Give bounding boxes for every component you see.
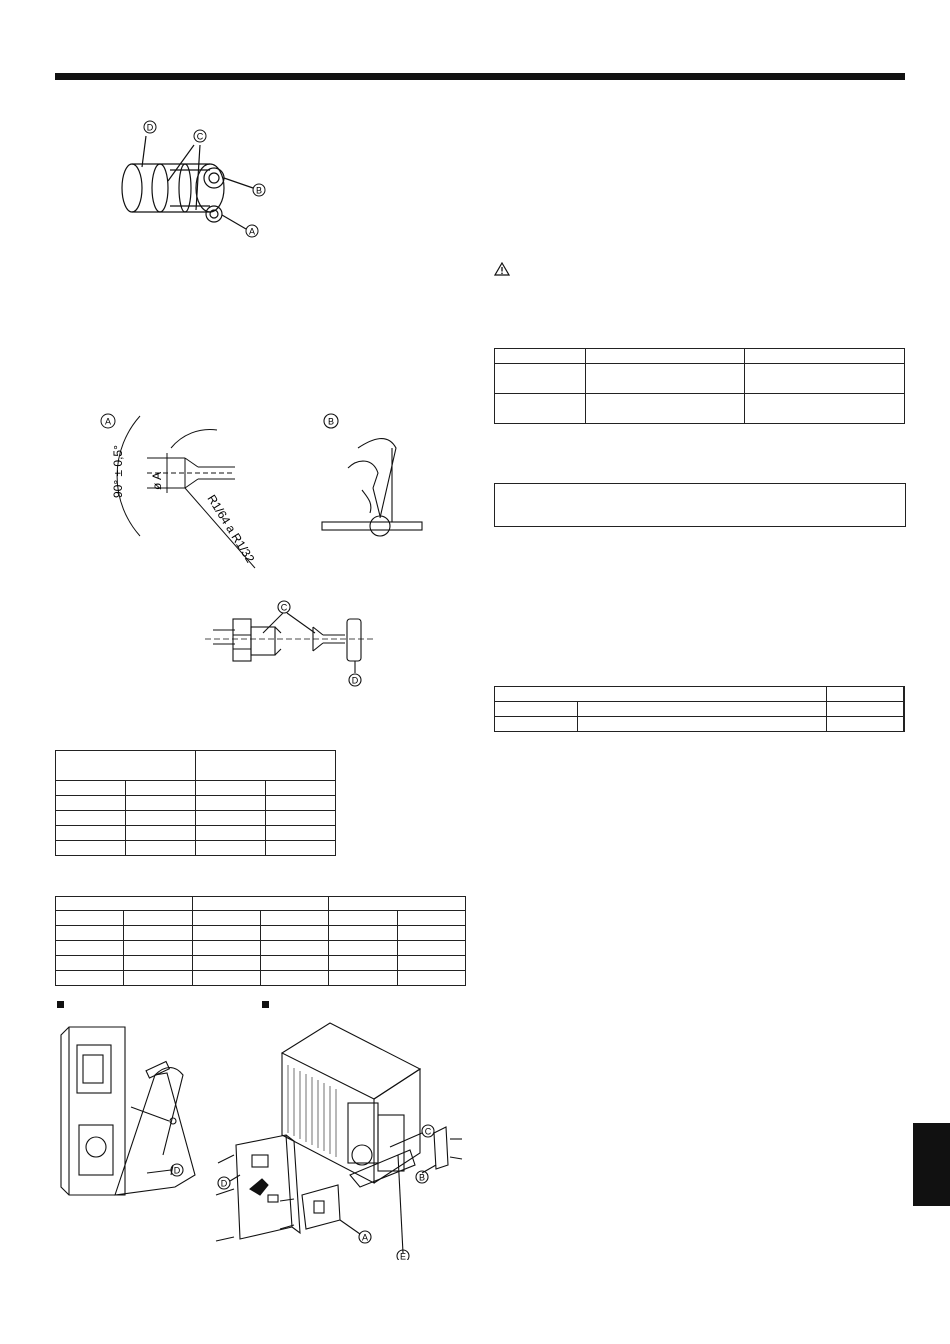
table-row bbox=[56, 826, 336, 841]
callout-e: E bbox=[399, 1251, 407, 1260]
left-table-2 bbox=[55, 896, 466, 986]
callout-a: A bbox=[248, 226, 256, 237]
section-bullet-left bbox=[57, 1001, 64, 1008]
table-row bbox=[56, 941, 466, 956]
table-header-cell bbox=[56, 751, 196, 781]
pipe-insulation-figure bbox=[110, 115, 280, 245]
note-box bbox=[494, 483, 906, 527]
flare-nut-figure bbox=[205, 597, 375, 692]
outdoor-unit-figure bbox=[210, 1015, 475, 1260]
table-header-cell bbox=[192, 897, 329, 911]
panel-b-label: B bbox=[327, 416, 335, 427]
panel-a-label: A bbox=[104, 416, 112, 427]
warning-triangle-icon bbox=[494, 262, 510, 276]
callout-c: C bbox=[424, 1126, 432, 1137]
table-row bbox=[56, 811, 336, 826]
table-row bbox=[495, 394, 905, 424]
callout-d: D bbox=[220, 1178, 228, 1189]
right-table-1 bbox=[494, 348, 905, 424]
callout-c: C bbox=[280, 602, 288, 613]
header-rule bbox=[55, 73, 905, 80]
callout-c: C bbox=[196, 131, 204, 142]
angle-dimension: 90° ± 0,5° bbox=[111, 445, 125, 498]
callout-b: B bbox=[418, 1172, 426, 1183]
table-row bbox=[495, 349, 905, 364]
callout-d: D bbox=[146, 122, 154, 133]
table-header-cell bbox=[196, 751, 336, 781]
table-row bbox=[56, 956, 466, 971]
right-table-2 bbox=[494, 686, 905, 732]
radius-dimension: R1/64 a R1/32 bbox=[204, 492, 258, 566]
callout-d: D bbox=[173, 1165, 181, 1176]
left-table-1 bbox=[55, 750, 336, 856]
section-tab-marker bbox=[913, 1123, 950, 1206]
wrench-figure bbox=[318, 408, 428, 548]
table-row bbox=[495, 687, 905, 702]
table-header-cell bbox=[56, 897, 193, 911]
section-bullet-right bbox=[262, 1001, 269, 1008]
table-row bbox=[56, 926, 466, 941]
table-row bbox=[495, 702, 905, 717]
table-row bbox=[56, 796, 336, 811]
callout-b: B bbox=[255, 185, 263, 196]
diameter-dimension: ø A bbox=[150, 471, 164, 490]
table-row bbox=[56, 911, 466, 926]
table-row bbox=[495, 717, 905, 732]
callout-d: D bbox=[351, 675, 359, 686]
callout-a: A bbox=[361, 1232, 369, 1243]
flare-dimension-figure bbox=[95, 408, 280, 573]
table-header-cell bbox=[329, 897, 466, 911]
table-row bbox=[56, 971, 466, 986]
table-row bbox=[56, 781, 336, 796]
table-row bbox=[495, 364, 905, 394]
table-row bbox=[56, 841, 336, 856]
